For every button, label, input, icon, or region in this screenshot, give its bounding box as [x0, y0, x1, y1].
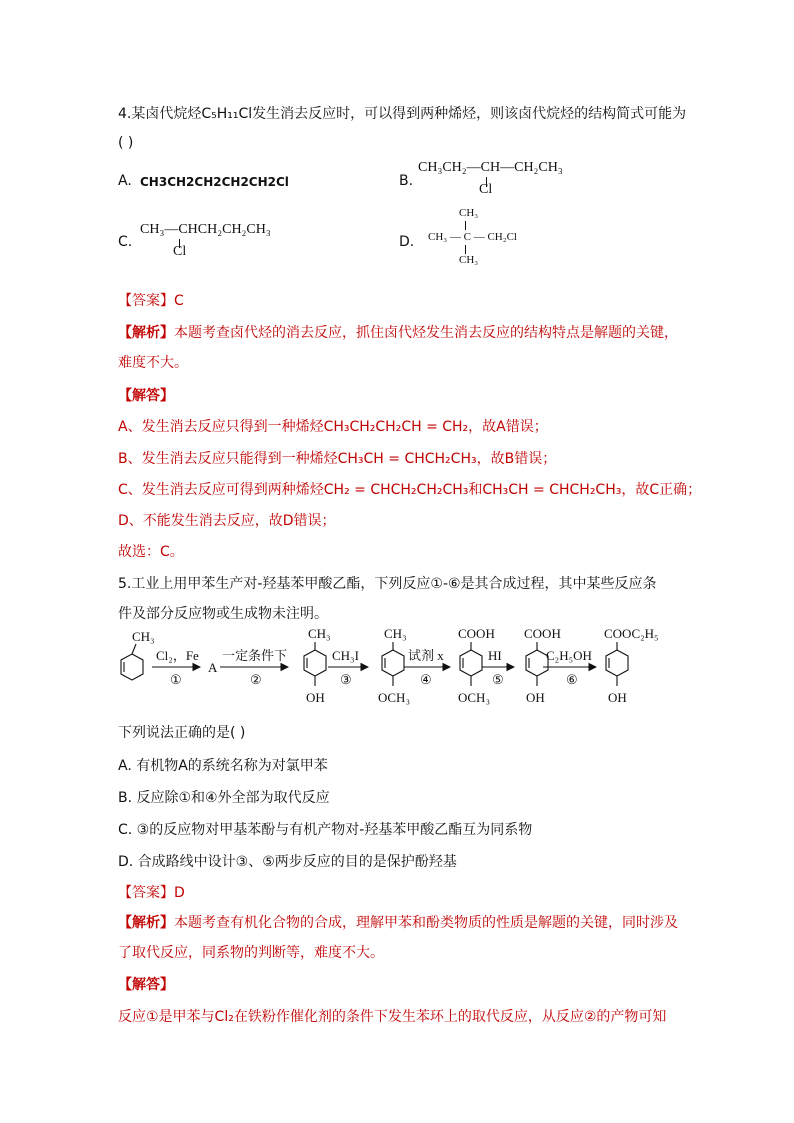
scheme-och3-4: OCH₃	[458, 690, 490, 705]
scheme-step-6: ⑥	[566, 672, 578, 687]
q4-option-c-label: C.	[118, 234, 133, 250]
q5-answer: 【答案】D	[118, 885, 185, 901]
scheme-ch3-1: CH₃	[132, 629, 155, 644]
scheme-oh-2: OH	[306, 690, 325, 705]
q5-stem-line2: 件及部分反应物或生成物未注明。	[118, 606, 328, 622]
q5-question: 下列说法正确的是( )	[118, 725, 246, 741]
q5-analysis-tag: 【解析】	[118, 915, 174, 931]
scheme-cooh-5: COOH	[524, 626, 561, 641]
scheme-och3-3: OCH₃	[378, 690, 410, 705]
q4-paren: ( )	[118, 135, 134, 151]
q4-analysis-line1	[118, 322, 678, 342]
q5-analysis-line2: 了取代反应，同系物的判断等，难度不大。	[118, 945, 384, 961]
scheme-reagent-1: Cl₂，Fe	[156, 648, 199, 663]
scheme-oh-6: OH	[608, 690, 627, 705]
scheme-reagent-4: 试剂 x	[408, 648, 444, 663]
q4-stem: 4.某卤代烷烃C₅H₁₁Cl发生消去反应时，可以得到两种烯烃，则该卤代烷烃的结构简式可能为	[118, 106, 687, 122]
q5-option-d: D. 合成路线中设计③、⑤两步反应的目的是保护酚羟基	[118, 854, 457, 870]
q4-option-b-cl: Cl	[479, 182, 493, 197]
q4-solve-d: D、不能发生消去反应，故D错误；	[118, 513, 336, 529]
q4-solve-tag: 【解答】	[118, 388, 174, 404]
q4-solve-b: B、发生消去反应只能得到一种烯烃CH₃CH = CHCH₂CH₃，故B错误；	[118, 451, 557, 467]
scheme-step-3: ③	[340, 672, 352, 687]
scheme-step-1: ①	[170, 672, 182, 687]
q4-solve-a: A、发生消去反应只得到一种烯烃CH₃CH₂CH₂CH = CH₂，故A错误；	[118, 419, 548, 435]
q4-option-d-mid: CH₃ — C — CH₂Cl	[428, 231, 517, 243]
q4-option-a-label: A.	[118, 173, 132, 189]
q4-analysis-line2: 难度不大。	[118, 355, 188, 371]
scheme-oh-5: OH	[526, 690, 545, 705]
q4-option-d-top: CH₃	[459, 207, 479, 219]
scheme-compound-a: A	[208, 660, 218, 675]
q4-option-a-formula: CH3CH2CH2CH2CH2Cl	[140, 175, 289, 189]
q5-option-a: A. 有机物A的系统名称为对氯甲苯	[118, 758, 328, 774]
q4-option-d-bond-bot	[465, 245, 466, 254]
scheme-cooh-4: COOH	[458, 626, 495, 641]
q4-option-c-cl: Cl	[173, 244, 187, 259]
scheme-step-4: ④	[420, 672, 432, 687]
q5-solve-line1: 反应①是甲苯与Cl₂在铁粉作催化剂的条件下发生苯环上的取代反应，从反应②的产物可知	[118, 1009, 667, 1025]
q4-option-d-bot: CH₃	[459, 254, 479, 266]
scheme-step-2: ②	[250, 672, 262, 687]
synthesis-scheme	[112, 622, 682, 714]
q5-solve-tag: 【解答】	[118, 977, 174, 993]
q4-analysis-text1: 本题考查卤代烃的消去反应，抓住卤代烃发生消去反应的结构特点是解题的关键，	[174, 325, 678, 341]
q4-option-d-bond-top	[465, 221, 466, 230]
q4-option-c-chain: CH₃—CHCH₂CH₂CH₃	[140, 222, 271, 237]
q4-solve-c: C、发生消去反应可得到两种烯烃CH₂ = CHCH₂CH₂CH₃和CH₃CH = CHCH₂CH₃，故C正确；	[118, 482, 702, 498]
scheme-reagent-6: C₂H₅OH	[546, 648, 592, 663]
scheme-reagent-5: HI	[488, 648, 502, 663]
q4-option-d-label: D.	[399, 234, 415, 250]
scheme-ester-6: COOC₂H₅	[604, 626, 659, 641]
q5-analysis-text1: 本题考查有机化合物的合成，理解甲苯和酚类物质的性质是解题的关键，同时涉及	[174, 915, 678, 931]
q5-stem-line1: 5.工业上用甲苯生产对-羟基苯甲酸乙酯，下列反应①-⑥是其合成过程，其中某些反应条	[118, 576, 657, 592]
q5-analysis-line1	[118, 912, 678, 932]
q4-option-b-chain: CH₃CH₂—CH—CH₂CH₃	[418, 160, 563, 175]
q4-analysis-tag: 【解析】	[118, 325, 174, 341]
q4-answer: 【答案】C	[118, 293, 184, 309]
scheme-reagent-3: CH₃I	[332, 648, 359, 663]
scheme-ch3-3: CH₃	[384, 626, 407, 641]
scheme-reagent-2: 一定条件下	[222, 648, 288, 663]
scheme-step-5: ⑤	[492, 672, 504, 687]
q5-option-c: C. ③的反应物对甲基苯酚与有机产物对-羟基苯甲酸乙酯互为同系物	[118, 822, 533, 838]
q5-option-b: B. 反应除①和④外全部为取代反应	[118, 790, 330, 806]
q4-option-b-label: B.	[399, 173, 414, 189]
scheme-ch3-2: CH₃	[308, 626, 331, 641]
q4-final: 故选：C。	[118, 544, 184, 560]
